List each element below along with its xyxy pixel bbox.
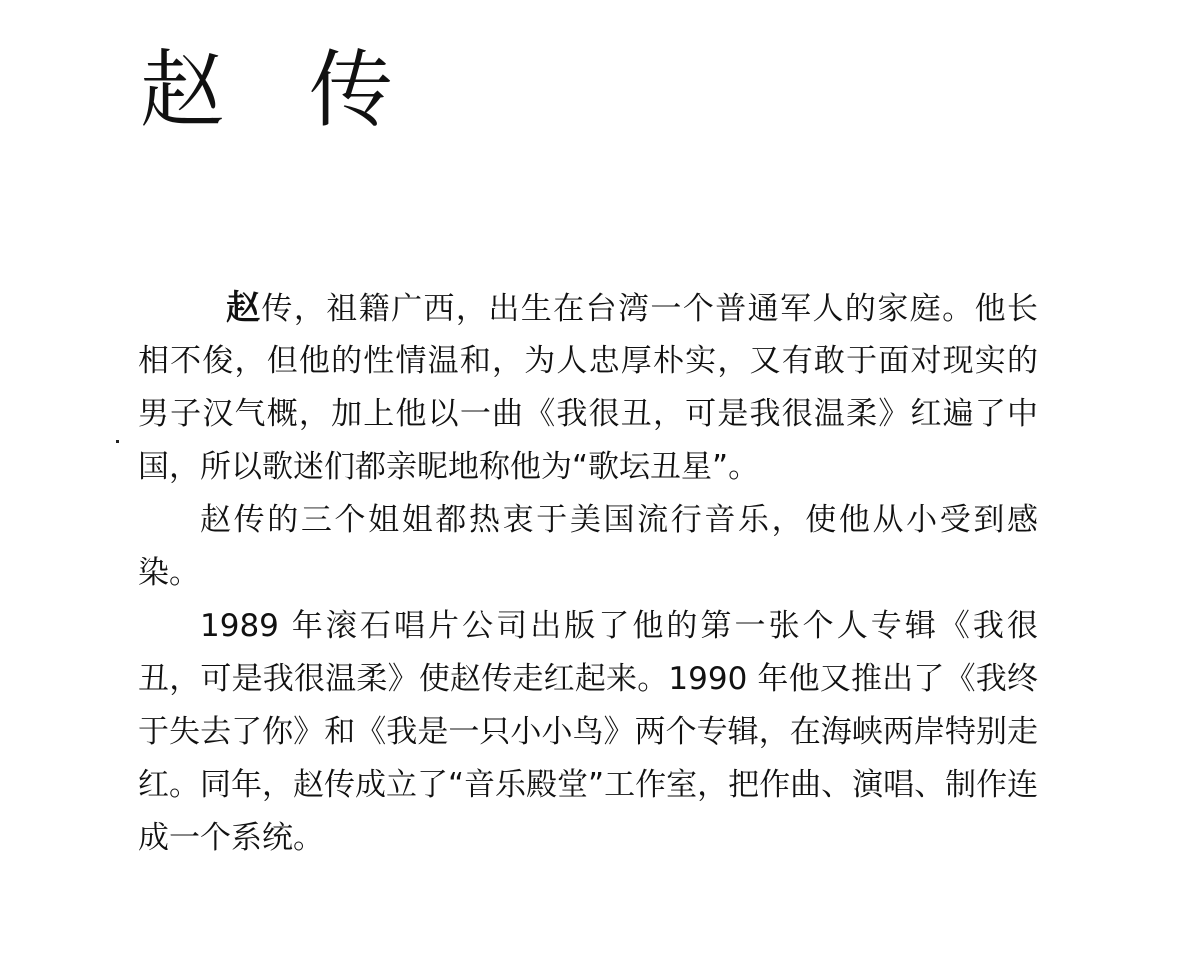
text-line: 于失去了你》和《我是一只小小鸟》两个专辑，在海峡两岸特别走 [138, 714, 1038, 750]
text-line: 赵传的三个姐姐都热衷于美国流行音乐，使他从小受到感 [200, 502, 1038, 538]
text-line: 成一个系统。 [138, 820, 324, 856]
scan-speck [116, 440, 119, 443]
text-line: 男子汉气概，加上他以一曲《我很丑，可是我很温柔》红遍了中 [138, 396, 1038, 432]
text-line: 红。同年，赵传成立了“音乐殿堂”工作室，把作曲、演唱、制作连 [138, 767, 1039, 803]
paragraph-3 [138, 600, 1038, 865]
text-line: 染。 [138, 555, 200, 591]
text-line: 1989 年滚石唱片公司出版了他的第一张个人专辑《我很 [200, 608, 1038, 644]
title-char-second: 传 [309, 41, 394, 139]
title-char-first: 赵 [140, 41, 225, 139]
text-line: 相不俊，但他的性情温和，为人忠厚朴实，又有敢于面对现实的 [138, 343, 1038, 379]
paragraph-2 [138, 494, 1038, 600]
text-line: 丑，可是我很温柔》使赵传走红起来。1990 年他又推出了《我终 [138, 661, 1038, 697]
text-line [138, 282, 1038, 335]
paragraph-1 [138, 282, 1038, 494]
line-text: 传，祖籍广西，出生在台湾一个普通军人的家庭。他长 [261, 291, 1039, 327]
text-line: 国，所以歌迷们都亲昵地称他为“歌坛丑星”。 [138, 449, 760, 485]
article-body [138, 282, 1038, 865]
drop-cap: 赵 [226, 288, 262, 328]
page-title [140, 40, 393, 140]
